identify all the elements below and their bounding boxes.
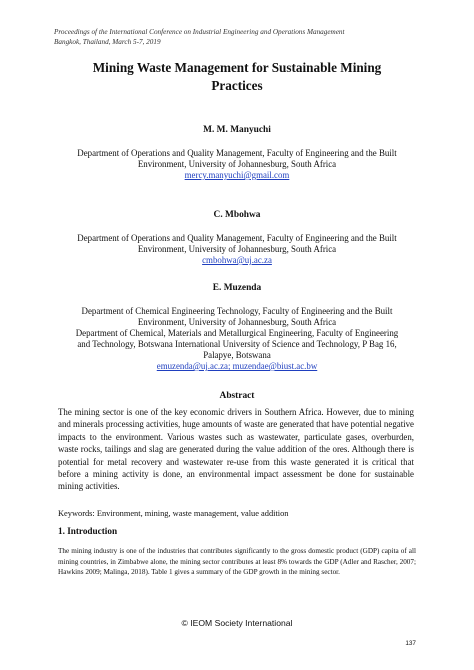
- abstract-heading: Abstract: [219, 391, 255, 401]
- author-affiliation-line: Environment, University of Johannesburg, South Africa: [137, 317, 337, 327]
- author-affiliation-line: Environment, University of Johannesburg, South Africa: [137, 159, 337, 169]
- header-line-2: Bangkok, Thailand, March 5-7, 2019: [54, 37, 161, 46]
- author-affiliation-line: Department of Operations and Quality Management, Faculty of Engineering and the Built: [77, 148, 397, 158]
- copyright-footer: © IEOM Society International: [181, 618, 293, 628]
- author-affiliation-line: Palapye, Botswana: [203, 350, 271, 360]
- keywords-line: Keywords: Environment, mining, waste management, value addition: [58, 509, 289, 518]
- author-name: M. M. Manyuchi: [203, 125, 271, 135]
- abstract-text: The mining sector is one of the key economic drivers in Southern Africa. However, due to mining and minerals processing activities, huge amounts of waste are generated that have potential negative impacts to the environment. Various wastes such as wastewater, particulate gases, overburden, waste rocks, tailings and slag are generated during the value addition of the ores. Although there is potential for metal recovery and wastewater re-use from this waste generated it is critical that before a mining activity is done, an environmental impact assessment be done for sustainable mining activities.: [58, 407, 414, 492]
- author-affiliation-line: and Technology, Botswana International University of Science and Technology, P Bag 16,: [77, 339, 397, 349]
- title-line-1: Mining Waste Management for Sustainable Mining: [92, 60, 382, 75]
- author-affiliation-line: Department of Chemical Engineering Technology, Faculty of Engineering and the Built: [81, 306, 393, 316]
- author-block-2: [40, 209, 434, 266]
- title-line-2: Practices: [211, 77, 263, 93]
- author-name: C. Mbohwa: [213, 210, 261, 220]
- introduction-heading: 1. Introduction: [58, 526, 118, 536]
- author-affiliation-line: Environment, University of Johannesburg, South Africa: [137, 244, 337, 254]
- author-block-3: [40, 282, 434, 372]
- author-affiliation-line: Department of Chemical, Materials and Metallurgical Engineering, Faculty of Engineering: [75, 328, 399, 338]
- paper-title: [40, 59, 434, 94]
- author-email-link[interactable]: cmbohwa@uj.ac.za: [202, 255, 272, 265]
- page-number: 137: [405, 640, 416, 647]
- introduction-text: The mining industry is one of the industries that contributes significantly to the gross domestic product (GDP) capita of all mining countries, in Zimbabwe alone, the mining sector contributes at least 8% towards the GDP (Adler and Rascher, 2007; Hawkins 2009; Malinga, 2018). Table 1 gives a summary of the GDP growth in the mining sector.: [58, 547, 416, 577]
- author-name: E. Muzenda: [212, 283, 262, 293]
- author-block-1: [40, 124, 434, 181]
- proceedings-header: [54, 28, 424, 47]
- author-email-link[interactable]: mercy.manyuchi@gmail.com: [184, 170, 290, 180]
- author-affiliation-line: Department of Operations and Quality Management, Faculty of Engineering and the Built: [77, 233, 397, 243]
- author-email-link[interactable]: emuzenda@uj.ac.za; muzendae@biust.ac.bw: [156, 361, 318, 371]
- header-line-1: Proceedings of the International Conference on Industrial Engineering and Operations Management: [54, 28, 345, 36]
